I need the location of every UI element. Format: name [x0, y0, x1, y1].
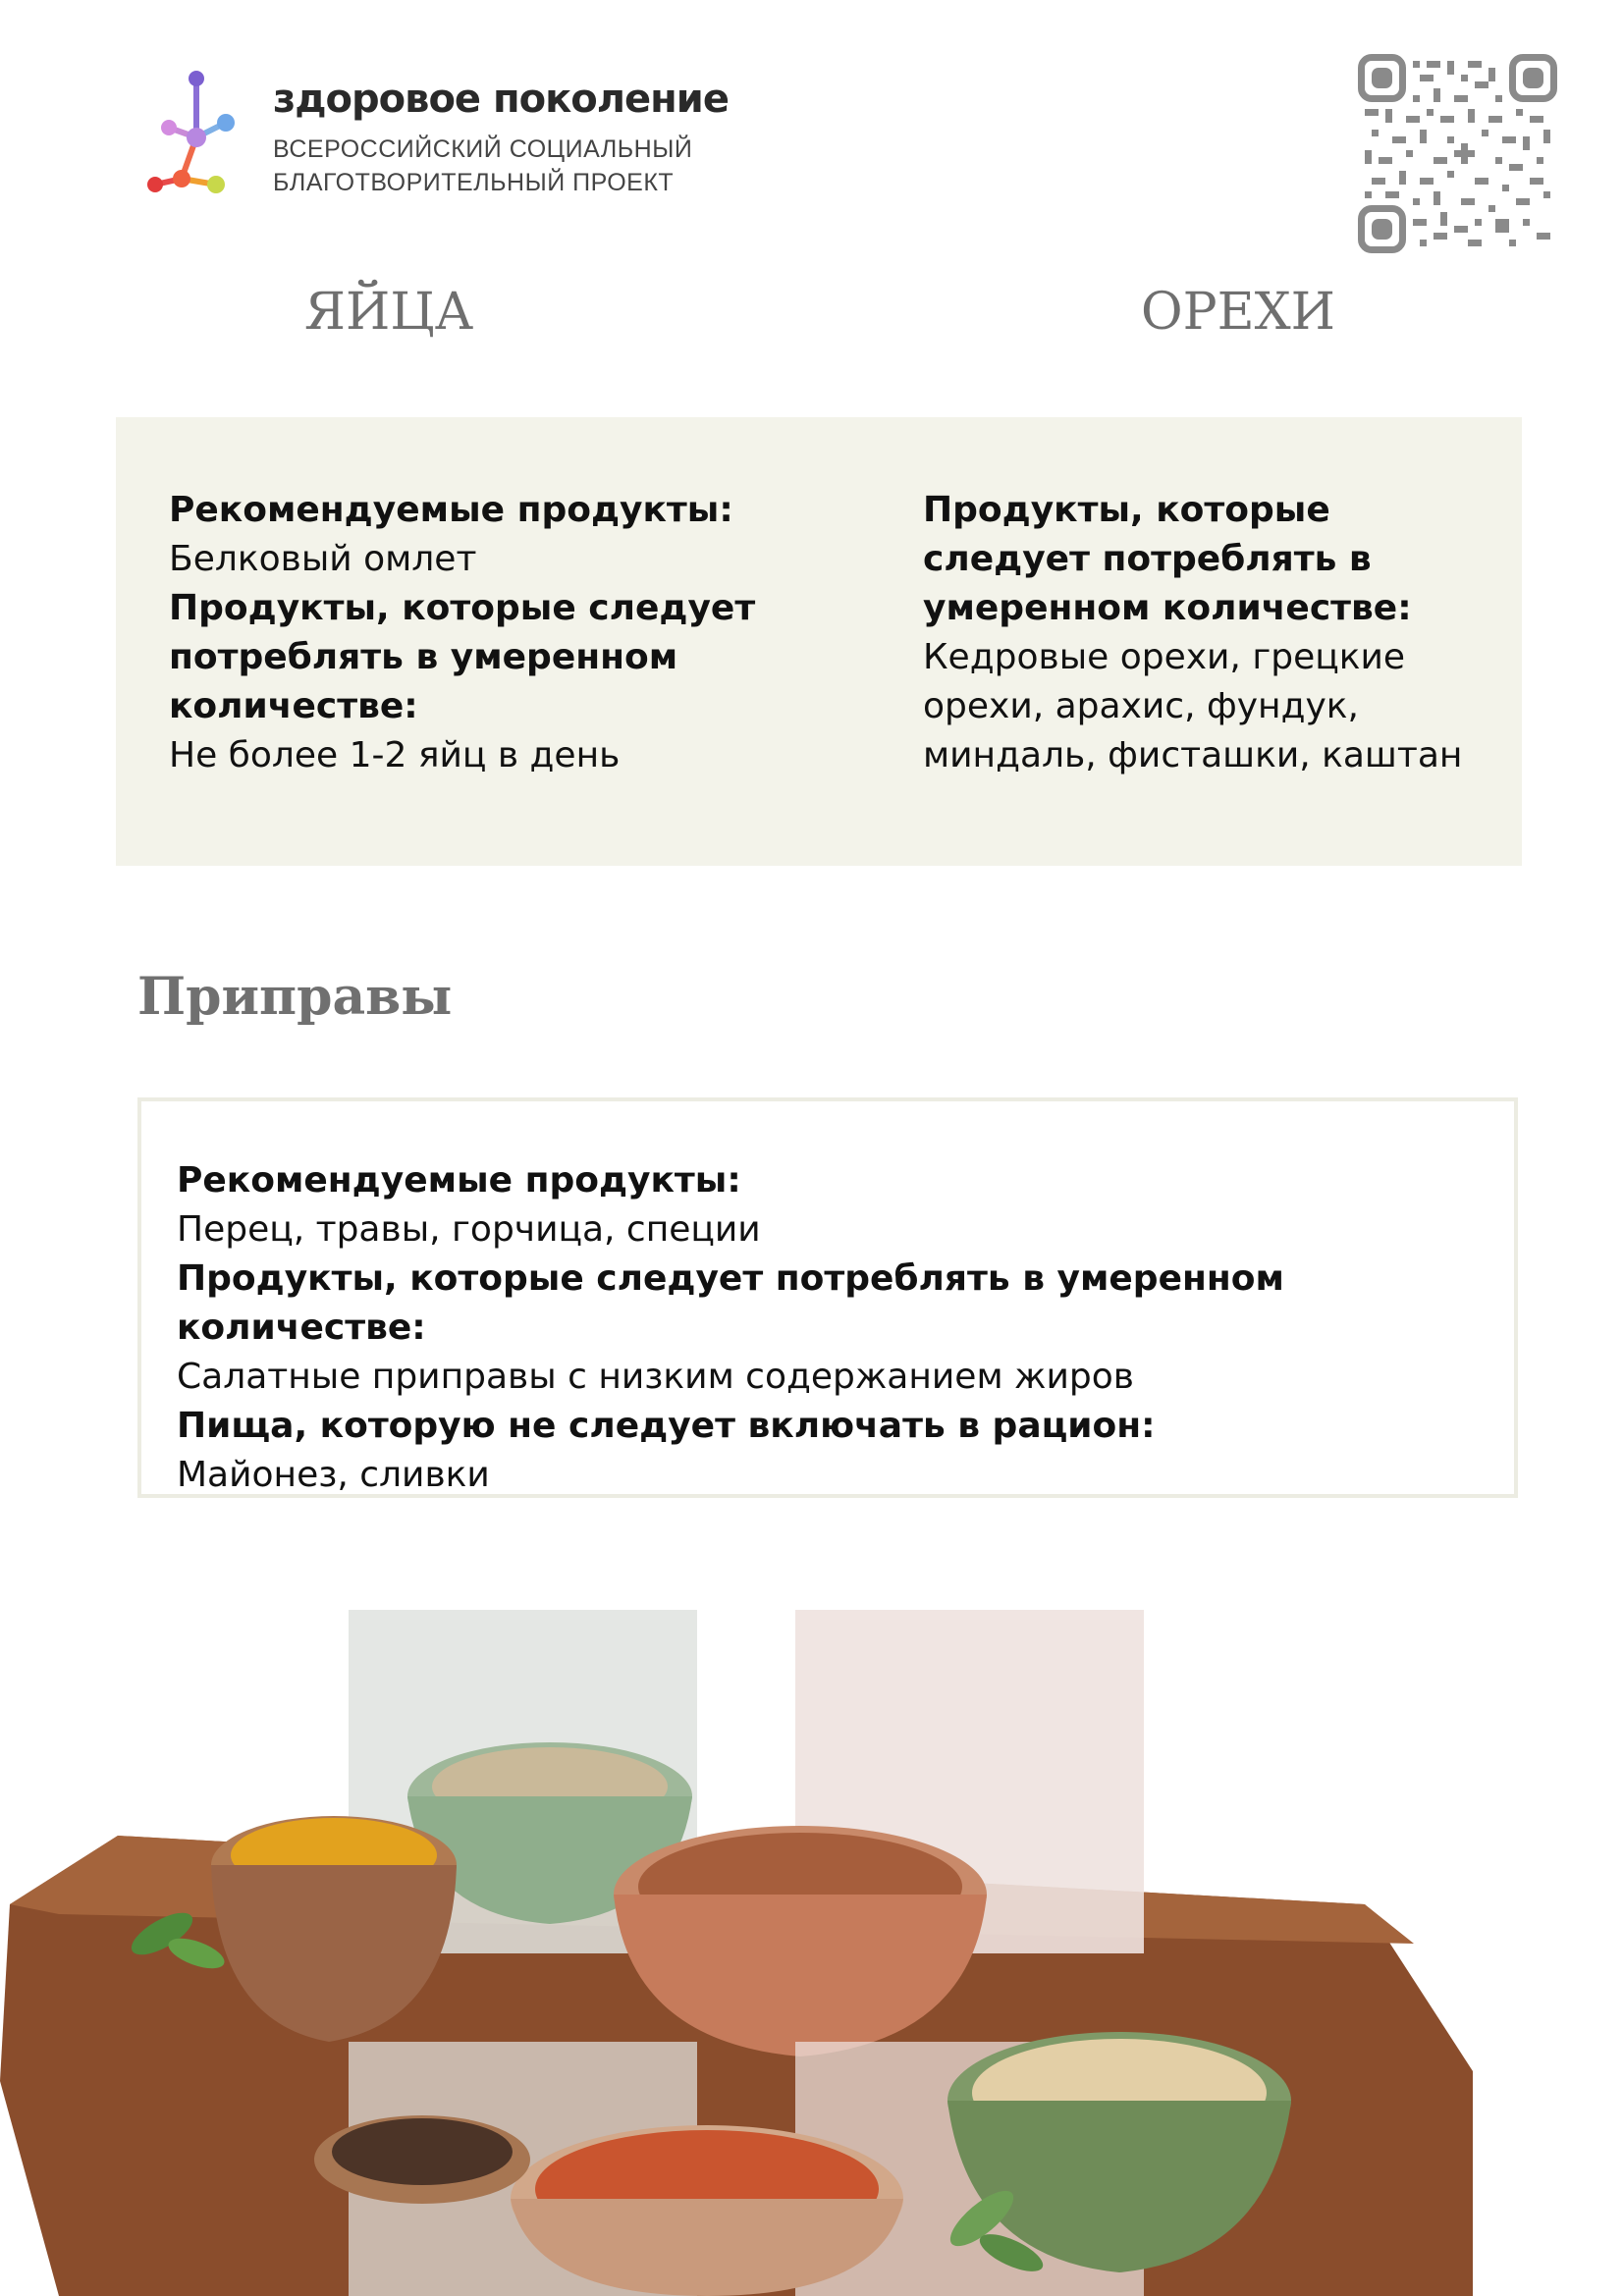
nuts-moderate-text: Кедровые орехи, грецкие орехи, арахис, фундук, миндаль, фисташки, каштан: [923, 637, 1463, 775]
spices-recommended-text: Перец, травы, горчица, специи: [177, 1209, 761, 1250]
spices-excluded-text: Майонез, сливки: [177, 1455, 490, 1495]
molecule-logo-icon: [147, 69, 236, 196]
spices-excluded-heading: Пища, которую не следует включать в рацион:: [177, 1406, 1156, 1446]
spices-moderate-heading: Продукты, которые следует потреблять в умеренном количестве:: [177, 1258, 1284, 1348]
spices-info: [177, 1156, 1512, 1500]
spices-recommended-heading: Рекомендуемые продукты:: [177, 1160, 741, 1201]
eggs-recommended-heading: Рекомендуемые продукты:: [169, 490, 733, 530]
spices-moderate-text: Салатные приправы с низким содержанием жиров: [177, 1357, 1134, 1397]
eggs-info: [169, 486, 758, 780]
nuts-info: [923, 486, 1492, 780]
brand-subtitle-line-1: ВСЕРОССИЙСКИЙ СОЦИАЛЬНЫЙ: [273, 135, 693, 163]
brand-subtitle-line-2: БЛАГОТВОРИТЕЛЬНЫЙ ПРОЕКТ: [273, 169, 675, 196]
spices-title: Приправы: [137, 967, 453, 1027]
brand-name: здоровое поколение: [273, 77, 729, 122]
eggs-title: ЯЙЦА: [304, 283, 474, 342]
qr-code-icon: [1358, 54, 1557, 253]
spices-bowls-illustration: [0, 1610, 1623, 2296]
eggs-moderate-heading: Продукты, которые следует потреблять в умеренном количестве:: [169, 588, 756, 726]
eggs-recommended-text: Белковый омлет: [169, 539, 477, 579]
eggs-moderate-text: Не более 1-2 яйц в день: [169, 735, 621, 775]
nuts-title: ОРЕХИ: [1141, 283, 1335, 342]
nuts-moderate-heading: Продукты, которые следует потреблять в умеренном количестве:: [923, 490, 1412, 628]
